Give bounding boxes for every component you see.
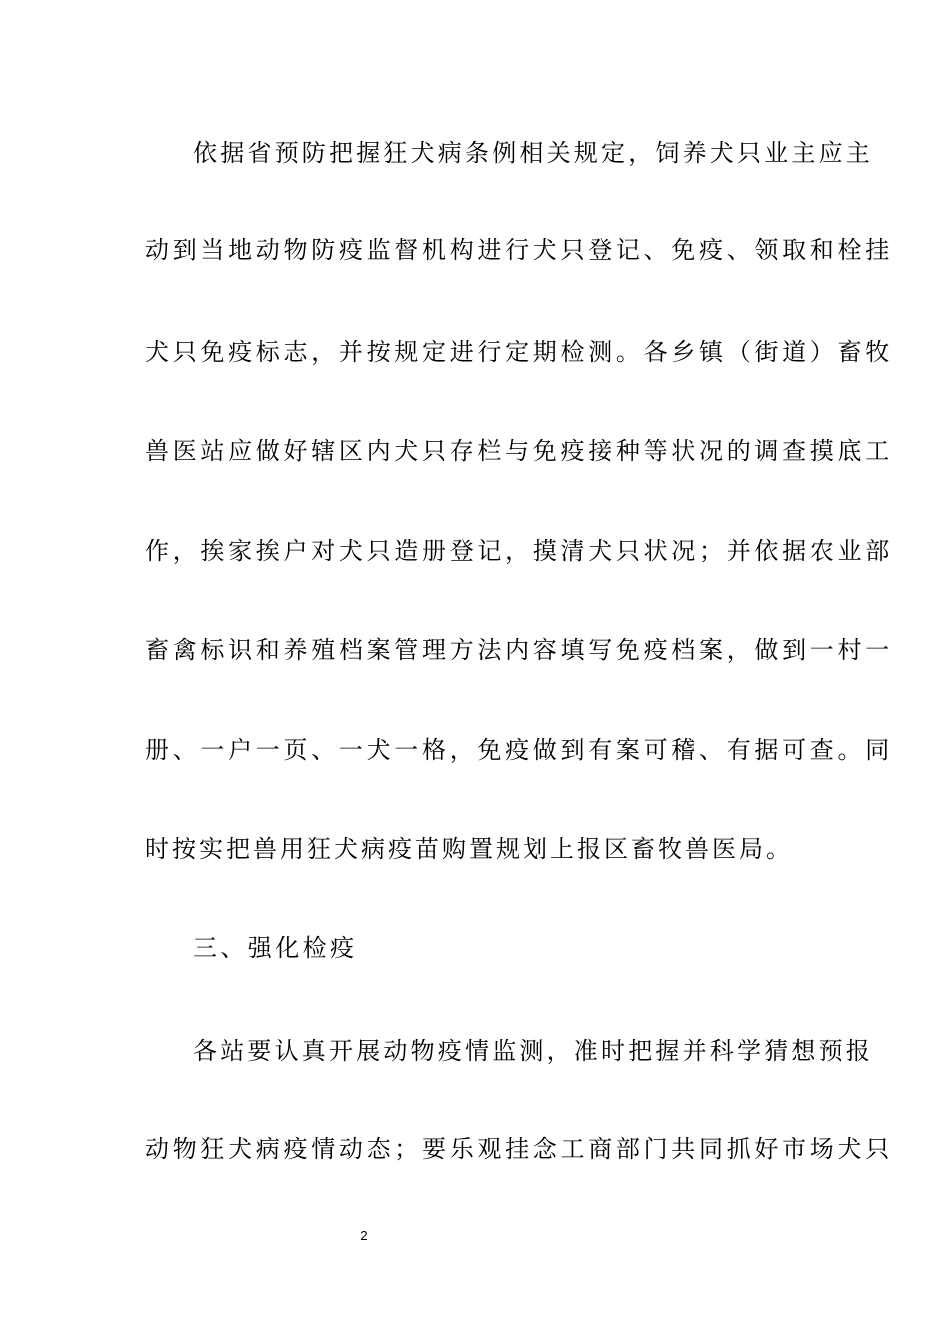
paragraph-1-line-2: 动到当地动物防疫监督机构进行犬只登记、免疫、领取和栓挂: [145, 236, 893, 264]
paragraph-1-line-7: 册、一户一页、一犬一格，免疫做到有案可稽、有据可查。同: [145, 736, 893, 764]
paragraph-1-line-3: 犬只免疫标志，并按规定进行定期检测。各乡镇（街道）畜牧: [145, 338, 893, 366]
paragraph-1-line-6: 畜禽标识和养殖档案管理方法内容填写免疫档案，做到一村一: [145, 636, 893, 664]
paragraph-1-line-1: 依据省预防把握狂犬病条例相关规定，饲养犬只业主应主: [193, 139, 873, 167]
section-heading: 三、强化检疫: [193, 934, 358, 962]
paragraph-1-line-5: 作，挨家挨户对犬只造册登记，摸清犬只状况；并依据农业部: [145, 537, 893, 565]
page-number: 2: [360, 1228, 368, 1243]
paragraph-1-line-4: 兽医站应做好辖区内犬只存栏与免疫接种等状况的调查摸底工: [145, 437, 893, 465]
paragraph-2-line-1: 各站要认真开展动物疫情监测，准时把握并科学猜想预报: [193, 1037, 873, 1065]
paragraph-2-line-2: 动物狂犬病疫情动态；要乐观挂念工商部门共同抓好市场犬只: [145, 1135, 893, 1163]
paragraph-1-line-8: 时按实把兽用狂犬病疫苗购置规划上报区畜牧兽医局。: [145, 835, 793, 863]
